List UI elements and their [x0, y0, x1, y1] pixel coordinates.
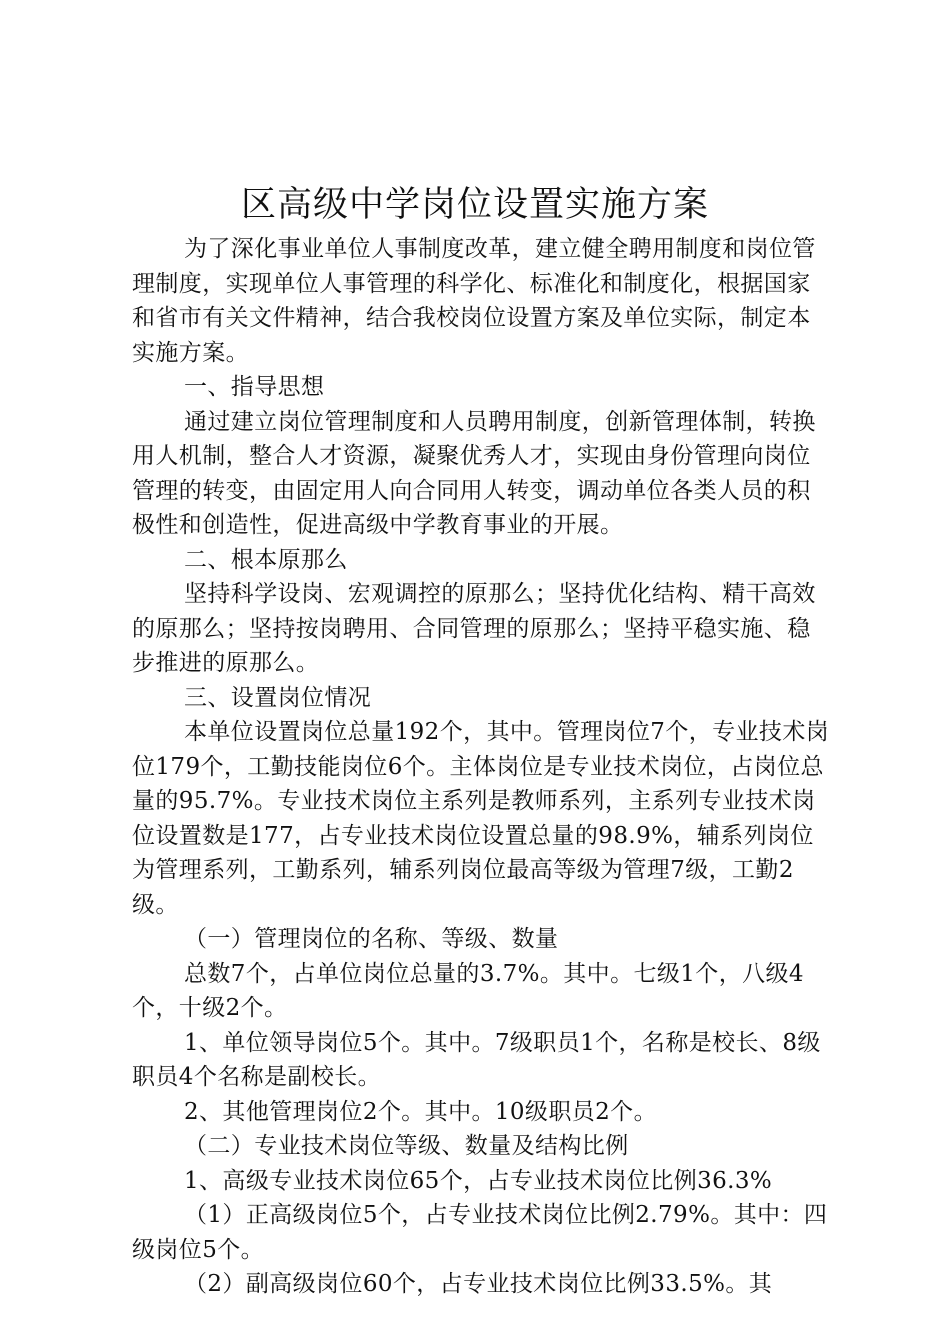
document-body: [132, 232, 832, 1302]
section-heading-principles: 二、根本原那么: [184, 546, 348, 573]
paragraph-other-management: 2、其他管理岗位2个。其中。10级职员2个。: [184, 1098, 657, 1125]
paragraph-full-senior: （1）正高级岗位5个，占专业技术岗位比例2.79%。其中：四级岗位5个。: [132, 1202, 828, 1263]
section-heading-positions: 三、设置岗位情况: [184, 684, 372, 711]
paragraph-leadership-positions: 1、单位领导岗位5个。其中。7级职员1个，名称是校长、8级职员4个名称是副校长。: [132, 1029, 821, 1090]
paragraph-principles: 坚持科学设岗、宏观调控的原那么；坚持优化结构、精干高效的原那么；坚持按岗聘用、合同管理的原那么；坚持平稳实施、稳步推进的原那么。: [132, 581, 816, 676]
paragraph-positions: 本单位设置岗位总量192个，其中。管理岗位7个，专业技术岗位179个，工勤技能岗位6个。主体岗位是专业技术岗位，占岗位总量的95.7%。专业技术岗位主系列是教师系列，主系列专业技术岗位设置数是177，占专业技术岗位设置总量的98.9%，辅系列岗位为管理系列，工勤系列，辅系列岗位最高等级为管理7级，工勤2级。: [132, 719, 830, 918]
subsection-heading-management: （一）管理岗位的名称、等级、数量: [184, 926, 559, 952]
document-title: 区高级中学岗位设置实施方案: [240, 185, 709, 225]
section-heading-guiding-ideology: 一、指导思想: [184, 374, 325, 400]
paragraph-senior-technical: 1、高级专业技术岗位65个，占专业技术岗位比例36.3%: [184, 1167, 773, 1194]
paragraph-guiding-ideology: 通过建立岗位管理制度和人员聘用制度，创新管理体制，转换用人机制，整合人才资源，凝聚优秀人才，实现由身份管理向岗位管理的转变，由固定用人向合同用人转变，调动单位各类人员的积极性和创造性，促进高级中学教育事业的开展。: [132, 408, 816, 538]
paragraph-intro: 为了深化事业单位人事制度改革，建立健全聘用制度和岗位管理制度，实现单位人事管理的科学化、标准化和制度化，根据国家和省市有关文件精神，结合我校岗位设置方案及单位实际，制定本实施方案。: [132, 236, 816, 366]
paragraph-management-total: 总数7个，占单位岗位总量的3.7%。其中。七级1个，八级4个，十级2个。: [132, 960, 804, 1021]
paragraph-deputy-senior: （2）副高级岗位60个，占专业技术岗位比例33.5%。其: [184, 1271, 773, 1297]
subsection-heading-technical: （二）专业技术岗位等级、数量及结构比例: [184, 1133, 629, 1159]
